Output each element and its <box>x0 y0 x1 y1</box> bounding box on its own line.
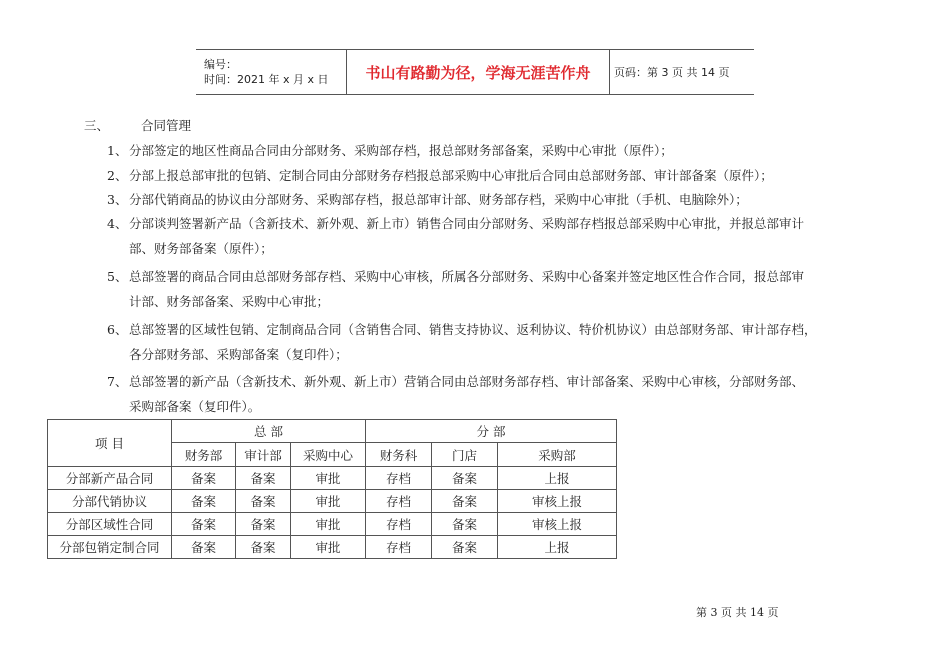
header-motto: 书山有路勤为径，学海无涯苦作舟 <box>347 50 610 95</box>
column-header: 采购部 <box>498 443 617 467</box>
table-cell: 审批 <box>291 513 366 536</box>
column-header: 门店 <box>432 443 498 467</box>
table-cell: 备案 <box>432 490 498 513</box>
table-cell: 存档 <box>366 490 432 513</box>
table-cell: 备案 <box>432 513 498 536</box>
header-meta <box>196 50 347 95</box>
table-group-branch: 分 部 <box>366 420 617 443</box>
table-cell: 上报 <box>498 467 617 490</box>
column-header: 财务部 <box>172 443 236 467</box>
section-heading <box>84 116 191 134</box>
table-cell: 审核上报 <box>498 513 617 536</box>
table-cell: 备案 <box>172 467 236 490</box>
list-item: 7、 总部签署的新产品（含新技术、新外观、新上市）营销合同由总部财务部存档、审计部备案、采购中心审核，分部财务部、 <box>107 374 805 389</box>
column-header: 审计部 <box>236 443 291 467</box>
header-page-number: 页码：第 3 页 共 14 页 <box>610 50 755 95</box>
table-cell: 审核上报 <box>498 490 617 513</box>
column-header: 财务科 <box>366 443 432 467</box>
list-item: 1、 分部签定的地区性商品合同由分部财务、采购部存档，报总部财务部备案，采购中心审批（原件）； <box>107 143 673 158</box>
row-label: 分部区域性合同 <box>48 513 172 536</box>
column-header: 采购中心 <box>291 443 366 467</box>
table-corner-header: 项 目 <box>48 420 172 467</box>
row-label: 分部代销协议 <box>48 490 172 513</box>
table-row <box>48 490 617 513</box>
contract-matrix-table <box>47 419 617 559</box>
row-label: 分部包销定制合同 <box>48 536 172 559</box>
document-time: 时间：2021 年 x 月 x 日 <box>204 73 329 86</box>
list-item: 4、 分部谈判签署新产品（含新技术、新外观、新上市）销售合同由分部财务、采购部存档报总部采购中心审批，并报总部审计 <box>107 216 805 231</box>
list-item: 6、 总部签署的区域性包销、定制商品合同（含销售合同、销售支持协议、返利协议、特价机协议）由总部财务部、审计部存档， <box>107 322 817 337</box>
table-group-hq: 总 部 <box>172 420 366 443</box>
page-footer-number: 第 3 页 共 14 页 <box>696 606 779 619</box>
table-cell: 审批 <box>291 536 366 559</box>
list-item-continuation: 各分部财务部、采购部备案（复印件）； <box>129 347 348 362</box>
table-cell: 存档 <box>366 467 432 490</box>
table-cell: 备案 <box>236 536 291 559</box>
table-cell: 备案 <box>172 536 236 559</box>
table-row <box>48 536 617 559</box>
list-item-continuation: 部、财务部备案（原件）； <box>129 241 273 256</box>
list-item: 2、 分部上报总部审批的包销、定制合同由分部财务存档报总部采购中心审批后合同由总部财务部、审计部备案（原件）； <box>107 168 773 183</box>
section-heading-number: 三、 <box>84 118 110 133</box>
list-item-continuation: 计部、财务部备案、采购中心审批； <box>129 294 330 309</box>
section-heading-text: 合同管理 <box>140 118 191 133</box>
document-number-label: 编号： <box>204 58 237 71</box>
table-cell: 审批 <box>291 490 366 513</box>
table-cell: 备案 <box>172 513 236 536</box>
table-cell: 备案 <box>432 536 498 559</box>
table-cell: 备案 <box>236 490 291 513</box>
table-cell: 上报 <box>498 536 617 559</box>
table-cell: 备案 <box>432 467 498 490</box>
table-cell: 存档 <box>366 513 432 536</box>
list-item: 3、 分部代销商品的协议由分部财务、采购部存档，报总部审计部、财务部存档，采购中心审批（手机、电脑除外）； <box>107 192 748 207</box>
list-item: 5、 总部签署的商品合同由总部财务部存档、采购中心审核，所属各分部财务、采购中心备案并签定地区性合作合同，报总部审 <box>107 269 805 284</box>
table-row <box>48 513 617 536</box>
table-cell: 备案 <box>236 513 291 536</box>
table-cell: 审批 <box>291 467 366 490</box>
table-cell: 备案 <box>172 490 236 513</box>
list-item-continuation: 采购部备案（复印件）。 <box>129 399 261 414</box>
row-label: 分部新产品合同 <box>48 467 172 490</box>
table-row <box>48 467 617 490</box>
table-cell: 备案 <box>236 467 291 490</box>
table-cell: 存档 <box>366 536 432 559</box>
page-header <box>196 49 754 95</box>
